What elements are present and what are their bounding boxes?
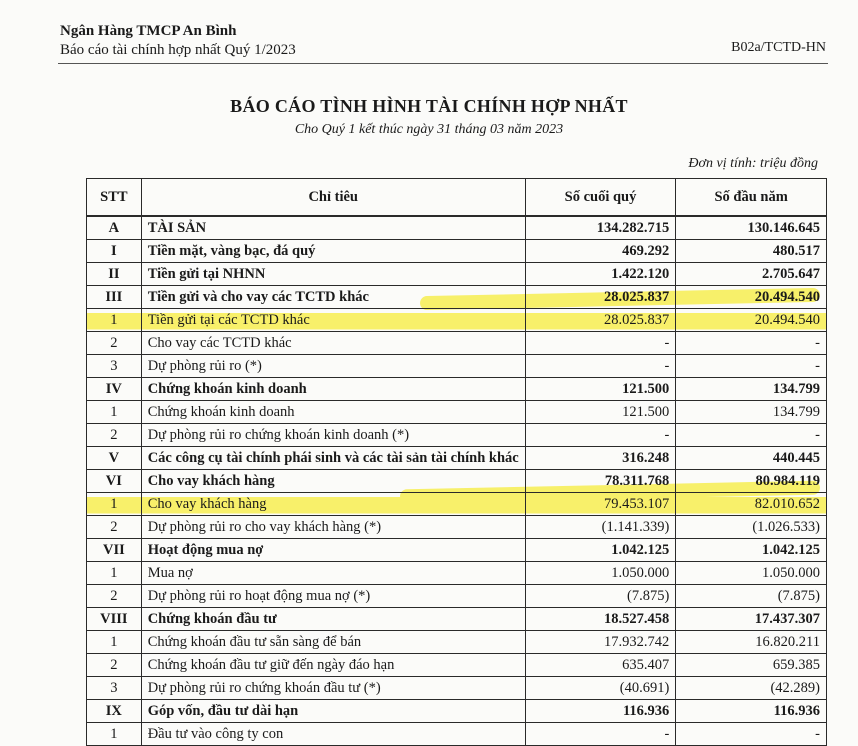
row-end-of-quarter: 121.500 bbox=[525, 401, 676, 424]
row-start-of-year: 440.445 bbox=[676, 447, 827, 470]
row-stt: III bbox=[87, 286, 142, 309]
row-start-of-year: 16.820.211 bbox=[676, 631, 827, 654]
row-end-of-quarter: 28.025.837 bbox=[525, 286, 676, 309]
row-item-name: Tiền mặt, vàng bạc, đá quý bbox=[141, 240, 525, 263]
unit-note: Đơn vị tính: triệu đồng bbox=[688, 156, 818, 171]
row-item-name: Đầu tư vào công ty con bbox=[141, 723, 525, 746]
column-header-item: Chỉ tiêu bbox=[141, 179, 525, 217]
row-stt: IV bbox=[87, 378, 142, 401]
row-start-of-year: 1.042.125 bbox=[676, 539, 827, 562]
row-start-of-year: (1.026.533) bbox=[676, 516, 827, 539]
row-item-name: Cho vay khách hàng bbox=[141, 470, 525, 493]
row-item-name: Dự phòng rủi ro hoạt động mua nợ (*) bbox=[141, 585, 525, 608]
row-start-of-year: 20.494.540 bbox=[676, 309, 827, 332]
row-end-of-quarter: 635.407 bbox=[525, 654, 676, 677]
table-row bbox=[87, 378, 827, 401]
row-start-of-year: 134.799 bbox=[676, 401, 827, 424]
row-item-name: Tiền gửi tại các TCTD khác bbox=[141, 309, 525, 332]
table-row bbox=[87, 216, 827, 240]
document-header-left bbox=[60, 22, 296, 60]
table-row bbox=[87, 263, 827, 286]
row-stt: 1 bbox=[87, 723, 142, 746]
row-start-of-year: (42.289) bbox=[676, 677, 827, 700]
table-header-row bbox=[87, 179, 827, 217]
row-item-name: TÀI SẢN bbox=[141, 216, 525, 240]
row-end-of-quarter: (7.875) bbox=[525, 585, 676, 608]
row-item-name: Các công cụ tài chính phái sinh và các tài sản tài chính khác bbox=[141, 447, 525, 470]
row-end-of-quarter: 17.932.742 bbox=[525, 631, 676, 654]
row-stt: 3 bbox=[87, 355, 142, 378]
row-end-of-quarter: 1.422.120 bbox=[525, 263, 676, 286]
row-stt: I bbox=[87, 240, 142, 263]
row-stt: VIII bbox=[87, 608, 142, 631]
report-subtitle: Cho Quý 1 kết thúc ngày 31 tháng 03 năm 2023 bbox=[294, 122, 564, 137]
report-name: Báo cáo tài chính hợp nhất Quý 1/2023 bbox=[60, 42, 296, 58]
row-start-of-year: 17.437.307 bbox=[676, 608, 827, 631]
row-end-of-quarter: - bbox=[525, 723, 676, 746]
table-row bbox=[87, 562, 827, 585]
row-end-of-quarter: 116.936 bbox=[525, 700, 676, 723]
row-start-of-year: 134.799 bbox=[676, 378, 827, 401]
table-row bbox=[87, 470, 827, 493]
row-start-of-year: - bbox=[676, 332, 827, 355]
row-item-name: Cho vay các TCTD khác bbox=[141, 332, 525, 355]
table-row bbox=[87, 355, 827, 378]
row-item-name: Chứng khoán kinh doanh bbox=[141, 401, 525, 424]
table-row bbox=[87, 585, 827, 608]
row-item-name: Dự phòng rủi ro chứng khoán kinh doanh (*) bbox=[141, 424, 525, 447]
table-row bbox=[87, 424, 827, 447]
row-stt: 2 bbox=[87, 424, 142, 447]
row-stt: IX bbox=[87, 700, 142, 723]
balance-sheet-table bbox=[86, 178, 827, 746]
row-item-name: Góp vốn, đầu tư dài hạn bbox=[141, 700, 525, 723]
row-item-name: Chứng khoán đầu tư sẵn sàng để bán bbox=[141, 631, 525, 654]
table-row bbox=[87, 608, 827, 631]
row-stt: 1 bbox=[87, 562, 142, 585]
row-start-of-year: 659.385 bbox=[676, 654, 827, 677]
row-stt: A bbox=[87, 216, 142, 240]
row-start-of-year: 130.146.645 bbox=[676, 216, 827, 240]
table-row bbox=[87, 516, 827, 539]
row-stt: V bbox=[87, 447, 142, 470]
row-item-name: Chứng khoán kinh doanh bbox=[141, 378, 525, 401]
column-header-end-of-quarter: Số cuối quý bbox=[525, 179, 676, 217]
row-end-of-quarter: 28.025.837 bbox=[525, 309, 676, 332]
row-stt: 2 bbox=[87, 516, 142, 539]
row-item-name: Cho vay khách hàng bbox=[141, 493, 525, 516]
row-item-name: Chứng khoán đầu tư giữ đến ngày đáo hạn bbox=[141, 654, 525, 677]
table-row bbox=[87, 677, 827, 700]
row-start-of-year: (7.875) bbox=[676, 585, 827, 608]
row-start-of-year: 80.984.119 bbox=[676, 470, 827, 493]
row-item-name: Dự phòng rủi ro chứng khoán đầu tư (*) bbox=[141, 677, 525, 700]
row-stt: 1 bbox=[87, 309, 142, 332]
row-stt: 3 bbox=[87, 677, 142, 700]
row-start-of-year: 20.494.540 bbox=[676, 286, 827, 309]
row-end-of-quarter: (40.691) bbox=[525, 677, 676, 700]
row-stt: VI bbox=[87, 470, 142, 493]
row-stt: 2 bbox=[87, 585, 142, 608]
table-row bbox=[87, 240, 827, 263]
row-start-of-year: 2.705.647 bbox=[676, 263, 827, 286]
form-code: B02a/TCTD-HN bbox=[731, 40, 826, 55]
row-end-of-quarter: 121.500 bbox=[525, 378, 676, 401]
row-end-of-quarter: 1.050.000 bbox=[525, 562, 676, 585]
column-header-start-of-year: Số đầu năm bbox=[676, 179, 827, 217]
row-start-of-year: 82.010.652 bbox=[676, 493, 827, 516]
row-item-name: Tiền gửi và cho vay các TCTD khác bbox=[141, 286, 525, 309]
row-end-of-quarter: 78.311.768 bbox=[525, 470, 676, 493]
row-stt: VII bbox=[87, 539, 142, 562]
row-end-of-quarter: 469.292 bbox=[525, 240, 676, 263]
row-item-name: Hoạt động mua nợ bbox=[141, 539, 525, 562]
table-body bbox=[87, 216, 827, 746]
row-item-name: Tiền gửi tại NHNN bbox=[141, 263, 525, 286]
column-header-stt: STT bbox=[87, 179, 142, 217]
row-item-name: Dự phòng rủi ro (*) bbox=[141, 355, 525, 378]
table-row bbox=[87, 654, 827, 677]
row-start-of-year: 116.936 bbox=[676, 700, 827, 723]
table-row bbox=[87, 539, 827, 562]
row-stt: 1 bbox=[87, 631, 142, 654]
header-divider bbox=[58, 63, 828, 64]
row-start-of-year: 480.517 bbox=[676, 240, 827, 263]
table-row bbox=[87, 723, 827, 746]
table-row bbox=[87, 309, 827, 332]
row-end-of-quarter: (1.141.339) bbox=[525, 516, 676, 539]
bank-name: Ngân Hàng TMCP An Bình bbox=[60, 23, 237, 39]
row-stt: 2 bbox=[87, 332, 142, 355]
row-start-of-year: 1.050.000 bbox=[676, 562, 827, 585]
row-stt: 2 bbox=[87, 654, 142, 677]
row-end-of-quarter: 316.248 bbox=[525, 447, 676, 470]
row-stt: 1 bbox=[87, 401, 142, 424]
row-end-of-quarter: - bbox=[525, 332, 676, 355]
row-end-of-quarter: - bbox=[525, 424, 676, 447]
row-item-name: Mua nợ bbox=[141, 562, 525, 585]
table-row bbox=[87, 700, 827, 723]
report-title: BÁO CÁO TÌNH HÌNH TÀI CHÍNH HỢP NHẤT bbox=[230, 96, 628, 116]
row-end-of-quarter: 1.042.125 bbox=[525, 539, 676, 562]
table-row bbox=[87, 401, 827, 424]
row-stt: II bbox=[87, 263, 142, 286]
table-row bbox=[87, 332, 827, 355]
row-end-of-quarter: 18.527.458 bbox=[525, 608, 676, 631]
row-end-of-quarter: - bbox=[525, 355, 676, 378]
row-start-of-year: - bbox=[676, 355, 827, 378]
row-start-of-year: - bbox=[676, 424, 827, 447]
table-row bbox=[87, 493, 827, 516]
row-item-name: Dự phòng rủi ro cho vay khách hàng (*) bbox=[141, 516, 525, 539]
row-end-of-quarter: 79.453.107 bbox=[525, 493, 676, 516]
table-row bbox=[87, 631, 827, 654]
table-row bbox=[87, 447, 827, 470]
row-stt: 1 bbox=[87, 493, 142, 516]
row-start-of-year: - bbox=[676, 723, 827, 746]
row-end-of-quarter: 134.282.715 bbox=[525, 216, 676, 240]
table-row bbox=[87, 286, 827, 309]
row-item-name: Chứng khoán đầu tư bbox=[141, 608, 525, 631]
